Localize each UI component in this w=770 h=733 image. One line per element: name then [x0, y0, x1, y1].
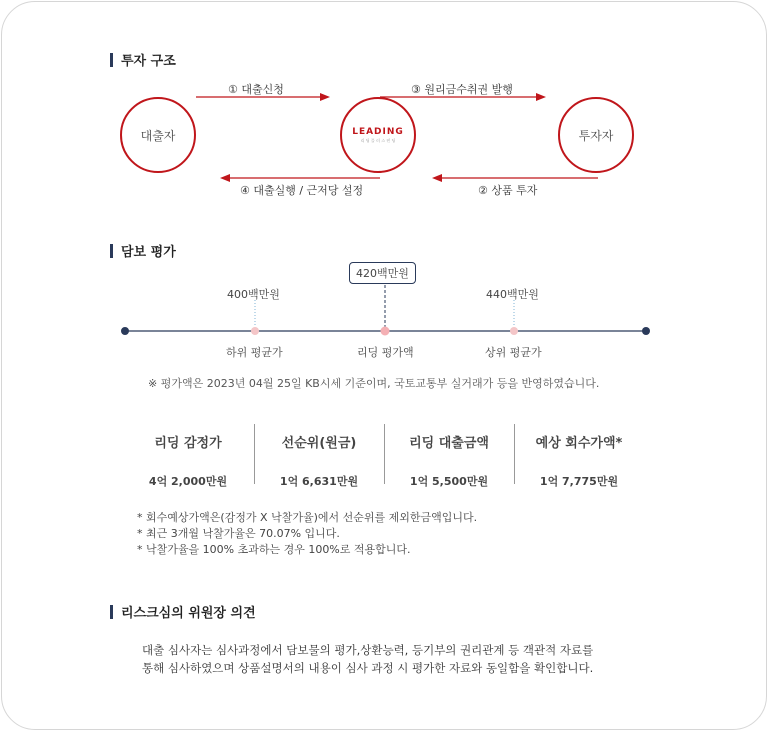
low-label: 하위 평균가 — [226, 346, 283, 359]
section-title-opinion — [110, 602, 256, 621]
summary-label: 선순위(원금) — [281, 436, 357, 451]
valuation-note: ※ 평가액은 2023년 04월 25일 KB시세 기준이며, 국토교통부 실거래가 등을 반영하였습니다. — [148, 377, 600, 390]
high-value: 440백만원 — [486, 288, 539, 301]
logo-subtext: 리 딩 플 러 스 펀 딩 — [360, 137, 396, 143]
borrower-label: 대출자 — [140, 128, 176, 143]
high-point — [510, 327, 518, 335]
arrow-execute-head — [220, 174, 230, 182]
opinion-line: 대출 심사자는 심사과정에서 담보물의 평가,상환능력, 등기부의 권리관계 등 객관적 자료를 — [142, 643, 594, 657]
summary-appraisal — [123, 432, 253, 489]
summary-recovery — [514, 432, 644, 489]
leading-point — [381, 327, 390, 336]
high-label: 상위 평균가 — [485, 346, 542, 359]
summary-value: 4억 2,000만원 — [148, 475, 228, 488]
opinion-text — [142, 641, 662, 677]
arrow-apply-head — [320, 93, 330, 101]
summary-notes — [137, 510, 477, 558]
summary-label: 리딩 대출금액 — [409, 436, 489, 451]
low-value: 400백만원 — [227, 288, 280, 301]
step2-label: ② 상품 투자 — [478, 184, 538, 197]
summary-loan — [384, 432, 514, 489]
step3-label: ③ 원리금수취권 발행 — [411, 83, 513, 96]
section-title-text: 리스크심의 위원장 의견 — [121, 606, 256, 621]
summary-value: 1억 7,775만원 — [539, 475, 619, 488]
section-title-text: 투자 구조 — [121, 54, 176, 69]
step1-label: ① 대출신청 — [228, 83, 284, 96]
scale-right-end — [642, 327, 650, 335]
opinion-line: 통해 심사하였으며 상품설명서의 내용이 심사 과정 시 평가한 자료와 동일함을 확인합니다. — [142, 661, 594, 675]
summary-senior — [254, 432, 384, 489]
note-line: * 회수예상가액은(감정가 X 낙찰가율)에서 선순위를 제외한금액입니다. — [137, 511, 478, 524]
leading-value-badge: 420백만원 — [349, 262, 416, 284]
investor-label: 투자자 — [578, 128, 614, 143]
note-line: * 최근 3개월 낙찰가율은 70.07% 입니다. — [137, 527, 340, 540]
section-title-text: 담보 평가 — [121, 245, 176, 260]
low-point — [251, 327, 259, 335]
flow-arrows — [0, 0, 770, 240]
arrow-issue-head — [536, 93, 546, 101]
section-marker — [110, 605, 113, 619]
note-line: * 낙찰가율을 100% 초과하는 경우 100%로 적용합니다. — [137, 543, 411, 556]
summary-label: 리딩 감정가 — [154, 436, 222, 451]
scale-left-end — [121, 327, 129, 335]
step4-label: ④ 대출실행 / 근저당 설정 — [240, 184, 364, 197]
summary-value: 1억 6,631만원 — [279, 475, 359, 488]
summary-label: 예상 회수가액* — [535, 436, 623, 451]
summary-value: 1억 5,500만원 — [409, 475, 489, 488]
arrow-invest-head — [432, 174, 442, 182]
logo-text: LEADING — [352, 126, 404, 137]
leading-label: 리딩 평가액 — [357, 346, 414, 359]
